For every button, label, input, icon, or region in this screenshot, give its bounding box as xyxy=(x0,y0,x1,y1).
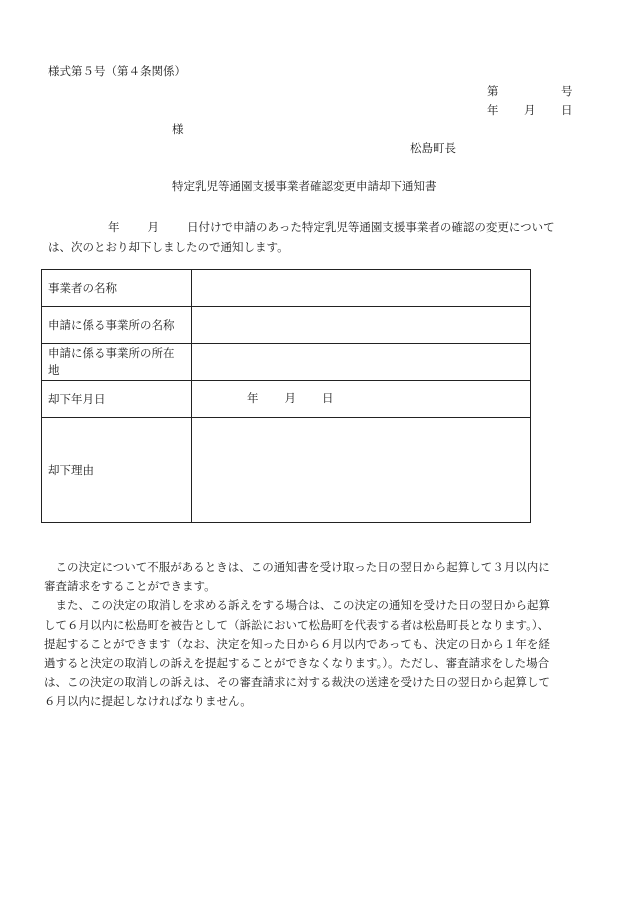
row-label-facility-name: 申請に係る事業所の名称 xyxy=(42,307,192,344)
appeal-line: 提起することができます（なお、決定を知った日から６月以内であっても、決定の日から１年を経 xyxy=(44,636,550,651)
form-number: 様式第５号（第４条関係） xyxy=(48,64,186,78)
row-label-business-name: 事業者の名称 xyxy=(42,270,192,307)
details-table xyxy=(41,269,531,523)
recipient-honorific: 様 xyxy=(172,122,184,136)
rejection-date-year: 年 xyxy=(247,391,259,406)
row-value-rejection-reason xyxy=(192,418,531,523)
table-row xyxy=(42,344,531,381)
doc-number-suffix: 号 xyxy=(561,84,573,98)
intro-line-2: は、次のとおり却下しましたので通知します。 xyxy=(48,240,289,254)
row-label-facility-address: 申請に係る事業所の所在地 xyxy=(42,344,192,381)
appeal-line: 過すると決定の取消しの訴えを提起することができなくなります。）。ただし、審査請求をした場合 xyxy=(44,656,550,671)
issue-date-month: 月 xyxy=(524,103,536,117)
rejection-date-day: 日 xyxy=(322,391,334,406)
table-row xyxy=(42,418,531,523)
table-row xyxy=(42,381,531,418)
row-value-facility-address xyxy=(192,344,531,381)
row-value-business-name xyxy=(192,270,531,307)
intro-month: 月 xyxy=(147,220,159,234)
document-title: 特定乳児等通園支援事業者確認変更申請却下通知書 xyxy=(172,179,437,193)
appeal-line: して６月以内に松島町を被告として（訴訟において松島町を代表する者は松島町長となります。）、 xyxy=(44,617,550,632)
intro-year: 年 xyxy=(108,220,120,234)
issue-date-year: 年 xyxy=(487,103,499,117)
row-value-rejection-date xyxy=(192,381,531,418)
issue-date-day: 日 xyxy=(561,103,573,117)
appeal-line: は、この決定の取消しの訴えは、その審査請求に対する裁決の送達を受けた日の翌日から起算して xyxy=(44,675,550,690)
row-label-rejection-reason: 却下理由 xyxy=(42,418,192,523)
appeal-notice xyxy=(44,558,594,712)
row-value-facility-name xyxy=(192,307,531,344)
issuer-name: 松島町長 xyxy=(410,141,456,155)
intro-paragraph xyxy=(48,217,588,257)
appeal-line: ６月以内に提起しなければなりません。 xyxy=(44,694,252,709)
intro-line-1 xyxy=(48,217,588,237)
doc-number-prefix: 第 xyxy=(487,84,499,98)
intro-text: 日付けで申請のあった特定乳児等通園支援事業者の確認の変更について xyxy=(187,220,555,234)
rejection-date-month: 月 xyxy=(284,391,296,406)
appeal-line: また、この決定の取消しを求める訴えをする場合は、この決定の通知を受けた日の翌日から起算 xyxy=(44,598,550,613)
row-label-rejection-date: 却下年月日 xyxy=(42,381,192,418)
appeal-line: この決定について不服があるときは、この通知書を受け取った日の翌日から起算して３月以内に xyxy=(44,560,550,574)
table-row xyxy=(42,307,531,344)
table-row xyxy=(42,270,531,307)
appeal-line: 審査請求をすることができます。 xyxy=(44,579,216,594)
